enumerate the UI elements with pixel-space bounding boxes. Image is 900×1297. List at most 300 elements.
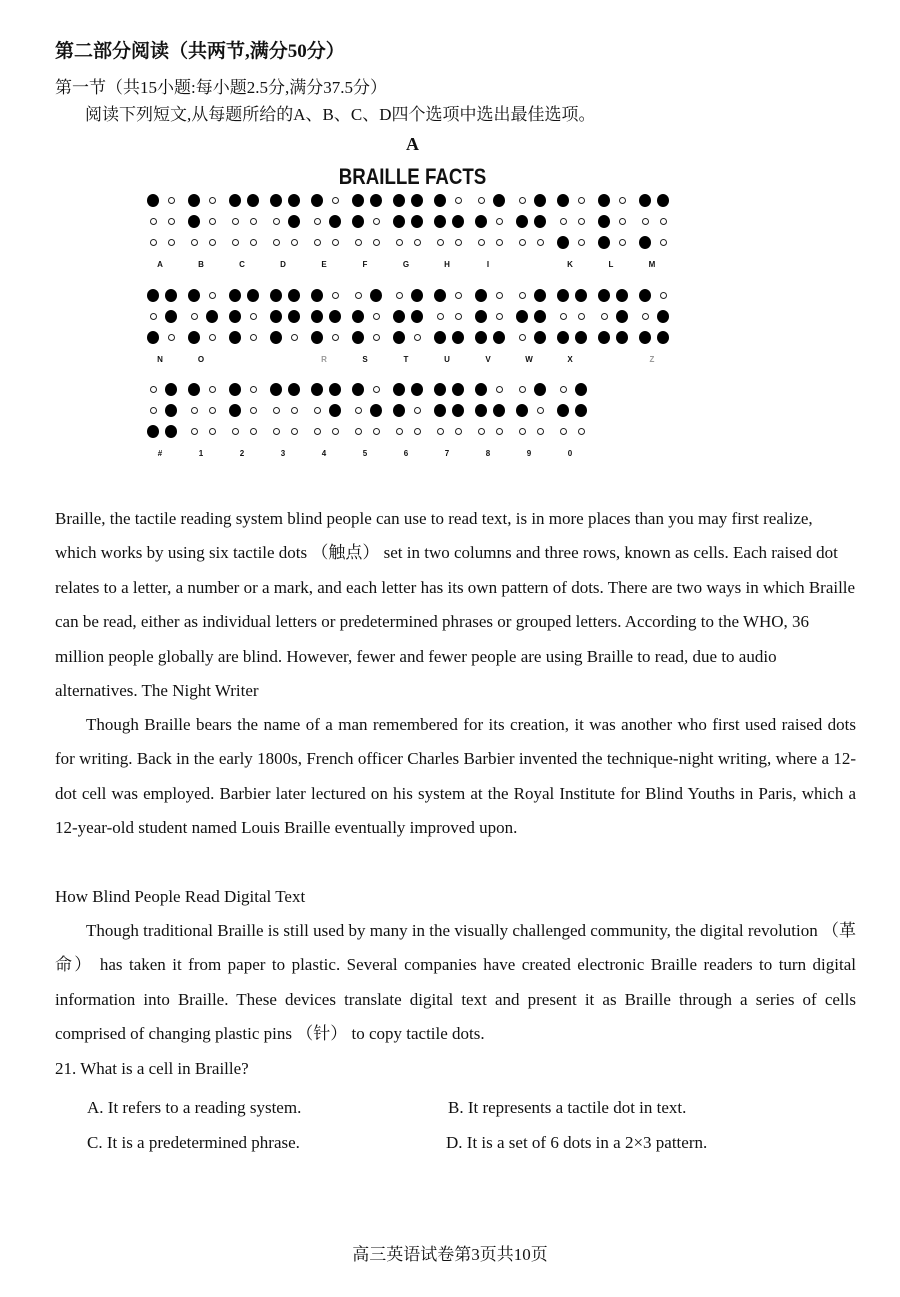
page-footer: 高三英语试卷第3页共10页: [352, 1245, 548, 1264]
braille-cell: [186, 287, 227, 367]
question-stem: 21. What is a cell in Braille?: [55, 1059, 249, 1078]
raised-dot: [188, 194, 200, 207]
raised-dot: [493, 404, 505, 417]
braille-cell: [350, 192, 391, 272]
flat-dot: [496, 386, 503, 393]
flat-dot: [537, 239, 544, 246]
part-title: 第二部分阅读（共两节,满分50分）: [55, 41, 345, 62]
braille-label: R: [321, 355, 327, 364]
braille-group-letters-a-m: [145, 192, 678, 272]
option-a: A. It refers to a reading system.: [87, 1098, 302, 1117]
braille-cell: [186, 381, 227, 461]
braille-group-letters-n-z: [145, 287, 678, 367]
braille-cell: [186, 192, 227, 272]
flat-dot: [437, 428, 444, 435]
flat-dot: [291, 239, 298, 246]
flat-dot: [519, 197, 526, 204]
flat-dot: [560, 386, 567, 393]
raised-dot: [534, 383, 546, 396]
braille-cell: [391, 287, 432, 367]
raised-dot: [311, 310, 323, 323]
flat-dot: [601, 313, 608, 320]
flat-dot: [414, 334, 421, 341]
braille-cell: [473, 381, 514, 461]
paragraph-2: Though Braille bears the name of a man remembered for its creation, it was another who first used raised dots for writing. Back in the early 1800s, French officer Charles Barbier invented the technique-night writing, where a 12-dot cell was employed. Barbier later lectured on his system at the Royal Institute for Blind Youths in Paris, which a 12-year-old student named Louis Braille eventually improved upon.: [55, 715, 856, 838]
flat-dot: [168, 239, 175, 246]
flat-dot: [478, 197, 485, 204]
raised-dot: [452, 404, 464, 417]
raised-dot: [475, 215, 487, 228]
braille-label: M: [648, 260, 656, 269]
raised-dot: [434, 404, 446, 417]
raised-dot: [165, 310, 177, 323]
braille-label: W: [525, 355, 533, 364]
flat-dot: [578, 197, 585, 204]
braille-cell: [432, 381, 473, 461]
braille-cell: [268, 287, 309, 367]
flat-dot: [273, 428, 280, 435]
flat-dot: [455, 197, 462, 204]
braille-label: L: [608, 260, 614, 269]
braille-cell: [637, 287, 678, 367]
raised-dot: [329, 310, 341, 323]
flat-dot: [496, 239, 503, 246]
flat-dot: [660, 239, 667, 246]
braille-label: 7: [444, 449, 450, 458]
raised-dot: [639, 331, 651, 344]
braille-cell: [596, 287, 637, 367]
raised-dot: [147, 289, 159, 302]
raised-dot: [270, 383, 282, 396]
raised-dot: [639, 289, 651, 302]
flat-dot: [314, 239, 321, 246]
flat-dot: [373, 239, 380, 246]
flat-dot: [273, 239, 280, 246]
flat-dot: [437, 313, 444, 320]
flat-dot: [332, 197, 339, 204]
braille-cell: [596, 192, 637, 272]
raised-dot: [393, 310, 405, 323]
raised-dot: [352, 215, 364, 228]
flat-dot: [273, 407, 280, 414]
braille-cell: [432, 192, 473, 272]
raised-dot: [288, 383, 300, 396]
braille-cell: [514, 192, 555, 272]
passage-letter: A: [406, 134, 419, 154]
raised-dot: [288, 289, 300, 302]
raised-dot: [475, 310, 487, 323]
raised-dot: [598, 215, 610, 228]
raised-dot: [657, 194, 669, 207]
raised-dot: [229, 404, 241, 417]
raised-dot: [598, 194, 610, 207]
braille-label: C: [239, 260, 245, 269]
raised-dot: [534, 331, 546, 344]
flat-dot: [478, 239, 485, 246]
raised-dot: [557, 404, 569, 417]
flat-dot: [660, 218, 667, 225]
flat-dot: [291, 428, 298, 435]
raised-dot: [598, 236, 610, 249]
raised-dot: [557, 289, 569, 302]
braille-label: I: [486, 260, 490, 269]
braille-label: 2: [239, 449, 245, 458]
flat-dot: [619, 218, 626, 225]
flat-dot: [150, 313, 157, 320]
braille-cell: [391, 381, 432, 461]
raised-dot: [288, 194, 300, 207]
flat-dot: [209, 407, 216, 414]
raised-dot: [557, 194, 569, 207]
flat-dot: [560, 428, 567, 435]
flat-dot: [209, 386, 216, 393]
braille-label: O: [197, 355, 205, 364]
braille-cell: [268, 192, 309, 272]
paragraph-3: Though traditional Braille is still used by many in the visually challenged community, the digital revolution （革命） has taken it from paper to plastic. Several companies have created electronic Braille readers to turn digital information into Braille. These devices translate digital text and present it as Braille through a series of cells comprised of changing plastic pins （针） to copy tactile dots.: [55, 921, 856, 1044]
flat-dot: [191, 428, 198, 435]
raised-dot: [188, 383, 200, 396]
braille-cell: [268, 381, 309, 461]
flat-dot: [496, 292, 503, 299]
raised-dot: [393, 194, 405, 207]
flat-dot: [150, 407, 157, 414]
flat-dot: [332, 292, 339, 299]
braille-label: 4: [321, 449, 327, 458]
flat-dot: [355, 428, 362, 435]
raised-dot: [370, 289, 382, 302]
raised-dot: [557, 236, 569, 249]
braille-label: F: [362, 260, 368, 269]
raised-dot: [475, 383, 487, 396]
braille-label: H: [444, 260, 450, 269]
raised-dot: [352, 383, 364, 396]
raised-dot: [229, 331, 241, 344]
raised-dot: [247, 194, 259, 207]
braille-label: T: [403, 355, 409, 364]
flat-dot: [273, 218, 280, 225]
flat-dot: [191, 407, 198, 414]
raised-dot: [329, 215, 341, 228]
braille-cell: [514, 287, 555, 367]
flat-dot: [455, 292, 462, 299]
raised-dot: [411, 310, 423, 323]
braille-cell: [637, 192, 678, 272]
raised-dot: [639, 236, 651, 249]
raised-dot: [575, 289, 587, 302]
braille-cell: [227, 287, 268, 367]
raised-dot: [329, 404, 341, 417]
flat-dot: [396, 239, 403, 246]
flat-dot: [291, 407, 298, 414]
flat-dot: [209, 292, 216, 299]
raised-dot: [352, 194, 364, 207]
braille-label: #: [157, 449, 163, 458]
flat-dot: [191, 239, 198, 246]
raised-dot: [475, 331, 487, 344]
flat-dot: [519, 386, 526, 393]
raised-dot: [516, 404, 528, 417]
braille-label: K: [567, 260, 573, 269]
braille-label: G: [402, 260, 410, 269]
flat-dot: [314, 428, 321, 435]
braille-cell: [145, 381, 186, 461]
braille-label: D: [280, 260, 286, 269]
raised-dot: [352, 331, 364, 344]
flat-dot: [478, 428, 485, 435]
braille-label: X: [567, 355, 573, 364]
flat-dot: [455, 239, 462, 246]
raised-dot: [270, 289, 282, 302]
raised-dot: [452, 331, 464, 344]
subheading: How Blind People Read Digital Text: [55, 887, 306, 906]
flat-dot: [578, 313, 585, 320]
raised-dot: [370, 194, 382, 207]
raised-dot: [616, 310, 628, 323]
flat-dot: [150, 239, 157, 246]
flat-dot: [355, 407, 362, 414]
paragraph-1: Braille, the tactile reading system blind people can use to read text, is in more places than you may first realize, which works by using six tactile dots （触点） set in two columns and three rows, known as cells. Each raised dot relates to a letter, a number or a mark, and each letter has its own pattern of dots. There are two ways in which Braille can be read, either as individual letters or predetermined phrases or grouped letters. According to the WHO, 36 million people globally are blind. However, fewer and fewer people are using Braille to read, due to audio alternatives. The Night Writer: [55, 509, 856, 701]
braille-cell: [432, 287, 473, 367]
flat-dot: [619, 239, 626, 246]
flat-dot: [373, 218, 380, 225]
flat-dot: [314, 218, 321, 225]
option-c: C. It is a predetermined phrase.: [87, 1133, 300, 1152]
braille-cell: [473, 192, 514, 272]
flat-dot: [373, 313, 380, 320]
flat-dot: [209, 239, 216, 246]
raised-dot: [147, 194, 159, 207]
braille-label: 9: [526, 449, 532, 458]
flat-dot: [619, 197, 626, 204]
raised-dot: [165, 383, 177, 396]
raised-dot: [598, 289, 610, 302]
braille-group-numbers: [145, 381, 596, 461]
raised-dot: [475, 404, 487, 417]
braille-label: N: [157, 355, 163, 364]
raised-dot: [165, 425, 177, 438]
raised-dot: [534, 194, 546, 207]
raised-dot: [516, 215, 528, 228]
section-title: 第一节（共15小题:每小题2.5分,满分37.5分）: [55, 78, 387, 97]
flat-dot: [578, 428, 585, 435]
braille-cell: [350, 381, 391, 461]
flat-dot: [496, 313, 503, 320]
raised-dot: [288, 215, 300, 228]
raised-dot: [165, 404, 177, 417]
flat-dot: [519, 292, 526, 299]
flat-dot: [150, 218, 157, 225]
raised-dot: [270, 331, 282, 344]
flat-dot: [373, 386, 380, 393]
flat-dot: [250, 407, 257, 414]
flat-dot: [373, 334, 380, 341]
raised-dot: [616, 289, 628, 302]
raised-dot: [229, 310, 241, 323]
flat-dot: [519, 334, 526, 341]
flat-dot: [314, 407, 321, 414]
raised-dot: [147, 331, 159, 344]
raised-dot: [516, 310, 528, 323]
raised-dot: [188, 215, 200, 228]
raised-dot: [229, 289, 241, 302]
braille-label: 3: [280, 449, 286, 458]
braille-cell: [555, 192, 596, 272]
flat-dot: [209, 197, 216, 204]
raised-dot: [411, 194, 423, 207]
raised-dot: [393, 404, 405, 417]
raised-dot: [534, 289, 546, 302]
flat-dot: [455, 313, 462, 320]
raised-dot: [411, 383, 423, 396]
flat-dot: [209, 334, 216, 341]
flat-dot: [150, 386, 157, 393]
raised-dot: [411, 215, 423, 228]
flat-dot: [355, 292, 362, 299]
braille-cell: [145, 192, 186, 272]
flat-dot: [355, 239, 362, 246]
option-b: B. It represents a tactile dot in text.: [448, 1098, 687, 1117]
flat-dot: [414, 428, 421, 435]
flat-dot: [191, 313, 198, 320]
braille-cell: [309, 287, 350, 367]
braille-cell: [514, 381, 555, 461]
raised-dot: [616, 331, 628, 344]
raised-dot: [393, 331, 405, 344]
raised-dot: [434, 215, 446, 228]
flat-dot: [519, 428, 526, 435]
flat-dot: [168, 218, 175, 225]
instruction: 阅读下列短文,从每题所给的A、B、C、D四个选项中选出最佳选项。: [85, 105, 596, 124]
raised-dot: [229, 194, 241, 207]
flat-dot: [250, 428, 257, 435]
flat-dot: [642, 313, 649, 320]
braille-label: 8: [485, 449, 491, 458]
raised-dot: [311, 331, 323, 344]
raised-dot: [393, 383, 405, 396]
raised-dot: [657, 331, 669, 344]
raised-dot: [475, 289, 487, 302]
raised-dot: [165, 289, 177, 302]
flat-dot: [414, 239, 421, 246]
raised-dot: [411, 289, 423, 302]
braille-label: 6: [403, 449, 409, 458]
flat-dot: [250, 239, 257, 246]
raised-dot: [434, 383, 446, 396]
figure-title: BRAILLE FACTS: [338, 164, 487, 189]
flat-dot: [455, 428, 462, 435]
raised-dot: [188, 331, 200, 344]
flat-dot: [232, 239, 239, 246]
raised-dot: [147, 425, 159, 438]
braille-cell: [473, 287, 514, 367]
flat-dot: [437, 239, 444, 246]
flat-dot: [578, 218, 585, 225]
raised-dot: [311, 383, 323, 396]
braille-label: A: [157, 260, 163, 269]
flat-dot: [642, 218, 649, 225]
raised-dot: [434, 331, 446, 344]
flat-dot: [291, 334, 298, 341]
raised-dot: [370, 404, 382, 417]
braille-cell: [391, 192, 432, 272]
flat-dot: [332, 334, 339, 341]
raised-dot: [534, 215, 546, 228]
braille-label: V: [485, 355, 491, 364]
braille-cell: [309, 381, 350, 461]
raised-dot: [575, 331, 587, 344]
flat-dot: [396, 292, 403, 299]
raised-dot: [639, 194, 651, 207]
raised-dot: [188, 289, 200, 302]
raised-dot: [434, 289, 446, 302]
braille-label: 5: [362, 449, 368, 458]
raised-dot: [311, 194, 323, 207]
raised-dot: [493, 331, 505, 344]
raised-dot: [557, 331, 569, 344]
braille-cell: [555, 287, 596, 367]
flat-dot: [209, 218, 216, 225]
braille-cell: [227, 192, 268, 272]
flat-dot: [560, 218, 567, 225]
braille-label: E: [321, 260, 327, 269]
option-d: D. It is a set of 6 dots in a 2×3 pattern.: [446, 1133, 708, 1152]
braille-cell: [350, 287, 391, 367]
raised-dot: [452, 215, 464, 228]
raised-dot: [229, 383, 241, 396]
braille-label: S: [362, 355, 368, 364]
flat-dot: [209, 428, 216, 435]
braille-label: U: [444, 355, 450, 364]
flat-dot: [250, 313, 257, 320]
flat-dot: [168, 197, 175, 204]
raised-dot: [206, 310, 218, 323]
raised-dot: [393, 215, 405, 228]
flat-dot: [537, 428, 544, 435]
braille-label: Z: [649, 355, 655, 364]
raised-dot: [247, 289, 259, 302]
raised-dot: [352, 310, 364, 323]
raised-dot: [598, 331, 610, 344]
flat-dot: [537, 407, 544, 414]
flat-dot: [373, 428, 380, 435]
flat-dot: [396, 428, 403, 435]
flat-dot: [496, 428, 503, 435]
raised-dot: [452, 383, 464, 396]
braille-label: B: [198, 260, 204, 269]
raised-dot: [270, 310, 282, 323]
flat-dot: [496, 218, 503, 225]
braille-cell: [555, 381, 596, 461]
braille-label: 1: [198, 449, 204, 458]
braille-cell: [145, 287, 186, 367]
flat-dot: [560, 313, 567, 320]
raised-dot: [288, 310, 300, 323]
braille-cell: [309, 192, 350, 272]
braille-label: 0: [567, 449, 573, 458]
flat-dot: [250, 386, 257, 393]
raised-dot: [311, 289, 323, 302]
raised-dot: [575, 383, 587, 396]
raised-dot: [434, 194, 446, 207]
flat-dot: [578, 239, 585, 246]
flat-dot: [232, 218, 239, 225]
flat-dot: [332, 428, 339, 435]
raised-dot: [493, 194, 505, 207]
raised-dot: [534, 310, 546, 323]
flat-dot: [250, 218, 257, 225]
raised-dot: [575, 404, 587, 417]
braille-cell: [227, 381, 268, 461]
